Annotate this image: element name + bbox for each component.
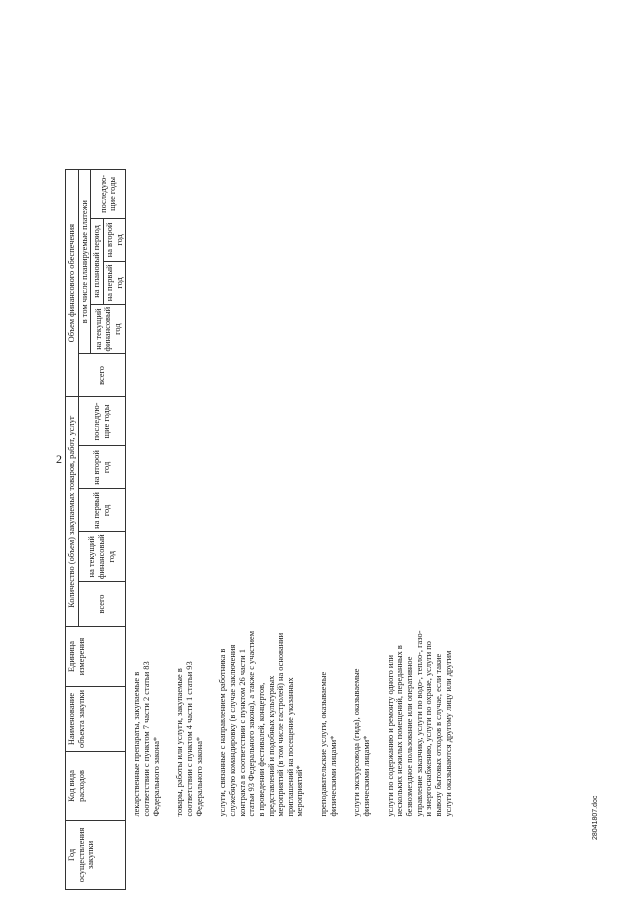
table-row xyxy=(169,169,212,889)
header-fin-second: на второй год xyxy=(103,218,125,261)
item-text: товары, работы или услуги, закупаемые в соответствии с пунктом 4 части 1 статьи 93 Федерального закона* xyxy=(175,661,204,817)
document-id: 28041807.doc xyxy=(592,795,599,840)
header-qty-total: всего xyxy=(78,582,126,627)
procurement-table xyxy=(65,169,461,890)
table-row xyxy=(313,169,346,889)
header-unit: Единица измерения xyxy=(66,627,126,687)
header-planned-payments: в том числе планируемые платежи xyxy=(78,169,91,354)
table-row xyxy=(212,169,313,889)
table-row xyxy=(126,169,169,889)
page-number: 2 xyxy=(56,452,62,466)
header-qty-first: на первый год xyxy=(78,489,126,532)
header-qty-second: на второй год xyxy=(78,446,126,489)
item-text: услуги, связанные с направлением работника в служебную командировку (в случае заключения контракта в соответствии с пунктом 26 части 1 статьи 93 Федерального закона), а также с участием в проведении фестивалей, концертов, представлений и подобных культурных мероприятий (в том числе гастролей) на основании приглашений на посещение указанных мероприятий* xyxy=(218,630,305,817)
item-text: лекарственные препараты, закупаемые в соответствии с пунктом 7 части 2 статьи 83 Федерального закона* xyxy=(132,661,161,817)
table-row xyxy=(346,169,379,889)
header-plan-period: на плановый период xyxy=(91,218,104,304)
header-fin-first: на первый год xyxy=(103,261,125,304)
rotated-table-wrapper xyxy=(65,30,565,890)
header-qty-current: на текущий финансовый год xyxy=(78,532,126,582)
header-fin-current: на текущий финансовый год xyxy=(91,304,126,354)
item-text: услуги экскурсовода (гида), оказываемые физическими лицами* xyxy=(352,668,372,817)
header-quantity-group: Количество (объем) закупаемых товаров, работ, услуг xyxy=(66,397,79,627)
header-fin-next: последую-щие годы xyxy=(91,169,126,218)
header-qty-next: последую-щие годы xyxy=(78,397,126,446)
header-fin-total: всего xyxy=(78,354,126,397)
table-row xyxy=(380,169,462,889)
item-text: преподавательские услуги, оказываемые физическими лицами* xyxy=(319,671,338,817)
header-year: Год осуществления закупки xyxy=(66,821,126,890)
header-financing-group: Объем финансового обеспечения xyxy=(66,169,79,397)
item-text: услуги по содержанию и ремонту одного или нескольких нежилых помещений, переданных в безвозмездное пользование или оперативное управление заказчику, услуги по водо-, тепло-, газо- и энергоснабжению, услуги по охране, услуги по вывозу бытовых отходов в случае, если такие услуги оказываются другому лицу или другим xyxy=(385,630,453,817)
header-expense-code: Код вида расходов xyxy=(66,751,126,820)
header-object-name: Наименование объекта закупки xyxy=(66,687,126,752)
